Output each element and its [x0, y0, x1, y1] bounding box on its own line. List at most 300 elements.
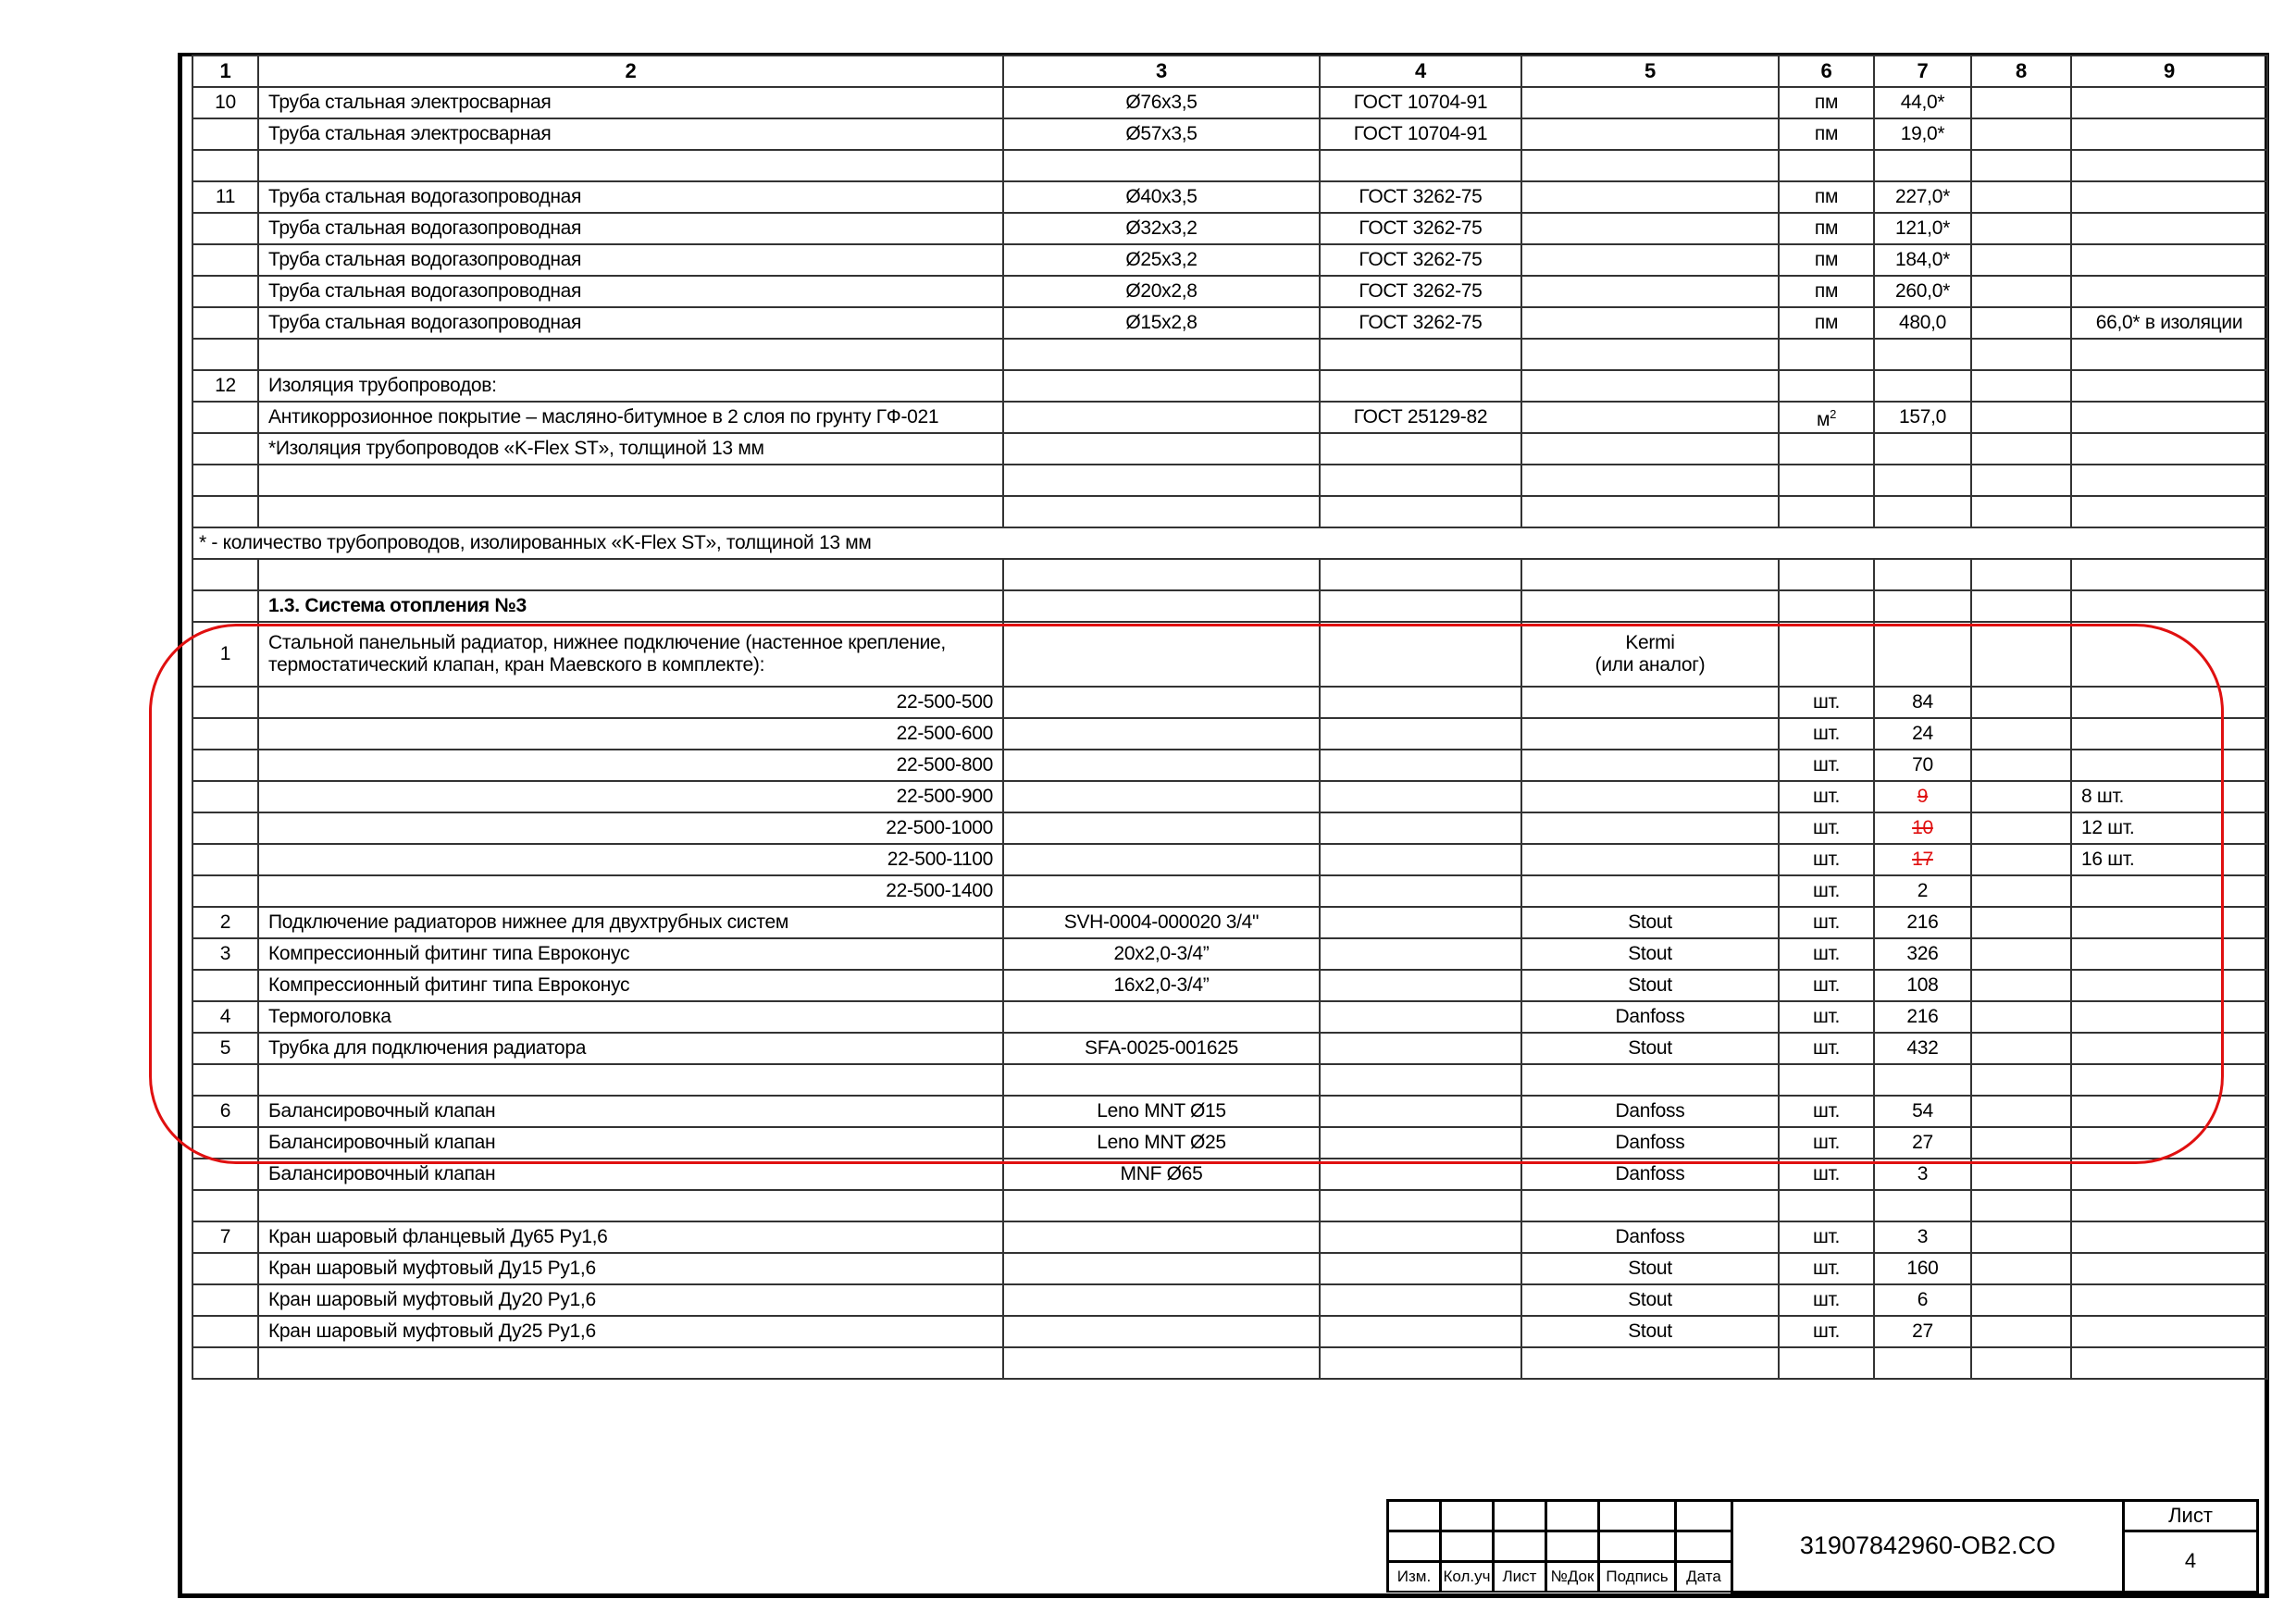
cell-unit: шт. — [1779, 844, 1874, 875]
cell-empty — [1971, 812, 2071, 844]
cell-maker: Stout — [1521, 1033, 1779, 1064]
cell-unit: пм — [1779, 244, 1874, 276]
cell-qty — [1874, 844, 1971, 875]
cell-maker — [1521, 1347, 1779, 1379]
cell-maker — [1521, 244, 1779, 276]
cell-mass — [1971, 402, 2071, 433]
cell-empty — [1521, 559, 1779, 590]
table-row — [192, 465, 2267, 496]
cell-note — [2071, 87, 2267, 118]
cell-qty — [1874, 465, 1971, 496]
cell-maker — [1521, 118, 1779, 150]
cell-doc: ГОСТ 3262-75 — [1320, 213, 1521, 244]
cell-qty — [1874, 1347, 1971, 1379]
cell-unit: пм — [1779, 118, 1874, 150]
cell-empty — [192, 590, 258, 622]
cell-empty — [1874, 559, 1971, 590]
cell-empty — [1320, 844, 1521, 875]
cell-type: Ø32x3,2 — [1003, 213, 1320, 244]
struck-quantity: 10 — [1912, 817, 1933, 838]
cell-empty — [1320, 590, 1521, 622]
stamp-cell — [1676, 1531, 1732, 1562]
cell-empty — [1320, 559, 1521, 590]
radiator-model-row — [192, 718, 2267, 750]
struck-quantity: 9 — [1917, 786, 1929, 807]
cell-model: 22-500-1400 — [258, 875, 1003, 907]
cell-name — [258, 622, 1003, 687]
stamp-cell — [1388, 1531, 1441, 1562]
table-row — [192, 118, 2267, 150]
cell-mass — [1971, 907, 2071, 938]
cell-empty — [1003, 844, 1320, 875]
cell-unit: пм — [1779, 87, 1874, 118]
sheet-number: 4 — [2124, 1531, 2258, 1593]
cell-name: Кран шаровый муфтовый Ду15 Ру1,6 — [258, 1253, 1003, 1284]
cell-empty — [1779, 622, 1874, 687]
table-row — [192, 1253, 2267, 1284]
stamp-cell — [1494, 1531, 1546, 1562]
cell-name — [258, 496, 1003, 527]
cell-empty — [1779, 559, 1874, 590]
table-row — [192, 1064, 2267, 1096]
cell-doc — [1320, 1190, 1521, 1221]
cell-qty: 184,0* — [1874, 244, 1971, 276]
cell-type — [1003, 1347, 1320, 1379]
cell-name: Кран шаровый фланцевый Ду65 Ру1,6 — [258, 1221, 1003, 1253]
cell-type — [1003, 433, 1320, 465]
cell-type: Ø25x3,2 — [1003, 244, 1320, 276]
cell-name — [258, 1190, 1003, 1221]
cell-pos: 10 — [192, 87, 258, 118]
table-row — [192, 339, 2267, 370]
cell-empty — [1971, 750, 2071, 781]
table-row — [192, 370, 2267, 402]
cell-pos — [192, 1159, 258, 1190]
cell-pos: 2 — [192, 907, 258, 938]
cell-note — [2071, 181, 2267, 213]
table-row — [192, 150, 2267, 181]
cell-empty — [192, 844, 258, 875]
cell-qty — [1874, 339, 1971, 370]
cell-maker — [1521, 276, 1779, 307]
cell-qty: 326 — [1874, 938, 1971, 970]
cell-empty — [1971, 875, 2071, 907]
table-row — [192, 938, 2267, 970]
cell-doc — [1320, 496, 1521, 527]
cell-qty: 44,0* — [1874, 87, 1971, 118]
cell-pos — [192, 213, 258, 244]
cell-qty: 27 — [1874, 1316, 1971, 1347]
cell-type: Ø76x3,5 — [1003, 87, 1320, 118]
cell-maker — [1521, 465, 1779, 496]
cell-doc — [1320, 1096, 1521, 1127]
cell-empty — [1874, 590, 1971, 622]
cell-mass — [1971, 465, 2071, 496]
cell-name: Изоляция трубопроводов: — [258, 370, 1003, 402]
table-row — [192, 87, 2267, 118]
cell-empty — [192, 875, 258, 907]
cell-note — [2071, 433, 2267, 465]
cell-pos — [192, 970, 258, 1001]
cell-name — [258, 1064, 1003, 1096]
cell-empty — [1320, 750, 1521, 781]
cell-unit: шт. — [1779, 1096, 1874, 1127]
section-title-row — [192, 590, 2267, 622]
cell-model: 22-500-500 — [258, 687, 1003, 718]
cell-qty — [1874, 718, 1971, 750]
cell-mass — [1971, 1096, 2071, 1127]
cell-qty: 6 — [1874, 1284, 1971, 1316]
cell-note — [2071, 1284, 2267, 1316]
cell-pos — [192, 402, 258, 433]
cell-maker — [1521, 622, 1779, 687]
cell-maker — [1521, 1064, 1779, 1096]
stamp-cell — [1441, 1531, 1494, 1562]
cell-mass — [1971, 370, 2071, 402]
cell-pos — [192, 150, 258, 181]
cell-name: Балансировочный клапан — [258, 1096, 1003, 1127]
cell-doc — [1320, 1347, 1521, 1379]
cell-unit: шт. — [1779, 1127, 1874, 1159]
cell-name: Антикоррозионное покрытие – масляно-битумное в 2 слоя по грунту ГФ-021 — [258, 402, 1003, 433]
cell-qty: 3 — [1874, 1221, 1971, 1253]
cell-unit — [1779, 433, 1874, 465]
quantity: 84 — [1912, 691, 1933, 713]
cell-name: Труба стальная электросварная — [258, 118, 1003, 150]
cell-name: Труба стальная водогазопроводная — [258, 244, 1003, 276]
column-header-row — [192, 56, 2267, 87]
sheet-label: Лист — [2124, 1501, 2258, 1531]
cell-name — [258, 150, 1003, 181]
maker-line: (или аналог) — [1595, 654, 1706, 676]
cell-doc — [1320, 1001, 1521, 1033]
column-header: 3 — [1003, 56, 1320, 87]
cell-doc — [1320, 1284, 1521, 1316]
cell-unit: пм — [1779, 213, 1874, 244]
cell-empty — [1320, 687, 1521, 718]
cell-unit — [1779, 465, 1874, 496]
cell-note — [2071, 150, 2267, 181]
cell-type — [1003, 370, 1320, 402]
cell-maker: Danfoss — [1521, 1221, 1779, 1253]
table-row — [192, 307, 2267, 339]
table-row — [192, 1096, 2267, 1127]
frame-left-border — [178, 53, 182, 1598]
cell-type: SFA-0025-001625 — [1003, 1033, 1320, 1064]
quantity: 70 — [1912, 754, 1933, 775]
cell-empty — [1971, 559, 2071, 590]
quantity: 24 — [1912, 723, 1933, 744]
table-row — [192, 244, 2267, 276]
quantity: 2 — [1917, 880, 1929, 901]
cell-mass — [1971, 970, 2071, 1001]
cell-unit: шт. — [1779, 1159, 1874, 1190]
cell-pos — [192, 118, 258, 150]
cell-mass — [1971, 1316, 2071, 1347]
cell-type: Ø20x2,8 — [1003, 276, 1320, 307]
cell-type — [1003, 1190, 1320, 1221]
cell-note — [2071, 244, 2267, 276]
cell-unit: шт. — [1779, 781, 1874, 812]
name-line: Стальной панельный радиатор, нижнее подключение (настенное крепление, — [268, 632, 946, 653]
cell-qty: 216 — [1874, 1001, 1971, 1033]
cell-type — [1003, 150, 1320, 181]
cell-type: Leno MNT Ø15 — [1003, 1096, 1320, 1127]
cell-note — [2071, 938, 2267, 970]
cell-type: Leno MNT Ø25 — [1003, 1127, 1320, 1159]
cell-doc — [1320, 1033, 1521, 1064]
cell-qty — [1874, 687, 1971, 718]
cell-mass — [1971, 1253, 2071, 1284]
cell-empty — [1003, 781, 1320, 812]
cell-mass — [1971, 213, 2071, 244]
table-row — [192, 970, 2267, 1001]
cell-name: Кран шаровый муфтовый Ду20 Ру1,6 — [258, 1284, 1003, 1316]
cell-type: Ø15x2,8 — [1003, 307, 1320, 339]
cell-empty — [2071, 590, 2267, 622]
cell-type — [1003, 1064, 1320, 1096]
column-header: 9 — [2071, 56, 2267, 87]
cell-qty — [1874, 150, 1971, 181]
cell-qty — [1874, 750, 1971, 781]
cell-type — [1003, 496, 1320, 527]
cell-note — [2071, 907, 2267, 938]
footnote-row — [192, 527, 2267, 559]
radiator-row — [192, 622, 2267, 687]
cell-pos — [192, 433, 258, 465]
cell-mass — [1971, 1190, 2071, 1221]
cell-model: 22-500-800 — [258, 750, 1003, 781]
cell-empty — [1003, 718, 1320, 750]
cell-note — [2071, 1001, 2267, 1033]
cell-doc: ГОСТ 10704-91 — [1320, 118, 1521, 150]
cell-qty — [1874, 781, 1971, 812]
cell-empty — [1971, 718, 2071, 750]
cell-mass — [1971, 150, 2071, 181]
cell-pos — [192, 276, 258, 307]
cell-note — [2071, 1096, 2267, 1127]
table-row — [192, 1221, 2267, 1253]
cell-empty — [1971, 687, 2071, 718]
cell-note — [2071, 402, 2267, 433]
cell-empty — [1003, 875, 1320, 907]
cell-mass — [1971, 938, 2071, 970]
cell-empty — [2071, 622, 2267, 687]
cell-mass — [1971, 87, 2071, 118]
cell-maker — [1521, 402, 1779, 433]
cell-pos: 7 — [192, 1221, 258, 1253]
cell-unit: шт. — [1779, 1221, 1874, 1253]
stamp-cell — [1676, 1501, 1732, 1531]
stamp-label-doc-no: №Док — [1546, 1562, 1599, 1593]
cell-name: Труба стальная водогазопроводная — [258, 276, 1003, 307]
cell-qty — [1874, 496, 1971, 527]
cell-doc: ГОСТ 25129-82 — [1320, 402, 1521, 433]
cell-maker — [1521, 150, 1779, 181]
cell-pos: 3 — [192, 938, 258, 970]
cell-maker: Stout — [1521, 970, 1779, 1001]
stamp-cell — [1599, 1531, 1676, 1562]
cell-unit — [1779, 150, 1874, 181]
cell-empty — [1003, 622, 1320, 687]
cell-maker — [1521, 307, 1779, 339]
cell-maker: Stout — [1521, 1284, 1779, 1316]
cell-unit — [1779, 402, 1874, 433]
cell-qty — [1874, 370, 1971, 402]
table-row — [192, 1127, 2267, 1159]
cell-maker — [1521, 1190, 1779, 1221]
cell-doc — [1320, 150, 1521, 181]
cell-note — [2071, 1159, 2267, 1190]
cell-doc — [1320, 339, 1521, 370]
cell-note — [2071, 970, 2267, 1001]
cell-name: Труба стальная водогазопроводная — [258, 181, 1003, 213]
table-row — [192, 181, 2267, 213]
cell-qty: 480,0 — [1874, 307, 1971, 339]
cell-note: 12 шт. — [2071, 812, 2267, 844]
cell-unit: пм — [1779, 276, 1874, 307]
cell-note — [2071, 1253, 2267, 1284]
cell-empty — [1971, 622, 2071, 687]
radiator-model-row — [192, 812, 2267, 844]
cell-empty — [192, 718, 258, 750]
maker-line: Kermi — [1625, 632, 1675, 653]
cell-note — [2071, 465, 2267, 496]
cell-qty — [1874, 433, 1971, 465]
cell-note: 16 шт. — [2071, 844, 2267, 875]
cell-model: 22-500-900 — [258, 781, 1003, 812]
table-row — [192, 907, 2267, 938]
cell-empty — [192, 812, 258, 844]
cell-type — [1003, 1221, 1320, 1253]
table-row — [192, 433, 2267, 465]
cell-unit — [1779, 496, 1874, 527]
cell-unit: шт. — [1779, 970, 1874, 1001]
column-header: 6 — [1779, 56, 1874, 87]
cell-unit: шт. — [1779, 1001, 1874, 1033]
table-row — [192, 1190, 2267, 1221]
cell-note — [2071, 1221, 2267, 1253]
cell-doc — [1320, 938, 1521, 970]
cell-qty: 227,0* — [1874, 181, 1971, 213]
cell-pos: 12 — [192, 370, 258, 402]
cell-doc — [1320, 1316, 1521, 1347]
cell-note — [2071, 1064, 2267, 1096]
cell-name: Компрессионный фитинг типа Евроконус — [258, 938, 1003, 970]
radiator-model-row — [192, 875, 2267, 907]
cell-unit: шт. — [1779, 812, 1874, 844]
cell-maker: Stout — [1521, 1316, 1779, 1347]
cell-empty — [1003, 559, 1320, 590]
cell-name: Труба стальная электросварная — [258, 87, 1003, 118]
cell-note — [2071, 213, 2267, 244]
cell-name — [258, 1347, 1003, 1379]
cell-pos — [192, 1127, 258, 1159]
cell-doc — [1320, 465, 1521, 496]
cell-pos: 5 — [192, 1033, 258, 1064]
cell-empty — [1521, 750, 1779, 781]
cell-type — [1003, 1253, 1320, 1284]
cell-unit: шт. — [1779, 875, 1874, 907]
cell-note — [2071, 1347, 2267, 1379]
cell-qty: 27 — [1874, 1127, 1971, 1159]
cell-pos — [192, 339, 258, 370]
cell-pos: 11 — [192, 181, 258, 213]
cell-qty: 160 — [1874, 1253, 1971, 1284]
cell-note — [2071, 1190, 2267, 1221]
cell-doc: ГОСТ 10704-91 — [1320, 87, 1521, 118]
column-header: 4 — [1320, 56, 1521, 87]
column-header: 5 — [1521, 56, 1779, 87]
cell-pos — [192, 465, 258, 496]
cell-doc — [1320, 1127, 1521, 1159]
cell-qty: 432 — [1874, 1033, 1971, 1064]
cell-doc — [1320, 1221, 1521, 1253]
cell-maker — [1521, 213, 1779, 244]
footnote-text: * - количество трубопроводов, изолированных «K-Flex ST», толщиной 13 мм — [192, 527, 2267, 559]
table-row — [192, 559, 2267, 590]
cell-mass — [1971, 181, 2071, 213]
cell-mass — [1971, 1001, 2071, 1033]
cell-name — [258, 465, 1003, 496]
stamp-cell — [1599, 1501, 1676, 1531]
cell-empty — [1003, 590, 1320, 622]
cell-name: Труба стальная водогазопроводная — [258, 307, 1003, 339]
table-row — [192, 1159, 2267, 1190]
stamp-label-signature: Подпись — [1599, 1562, 1676, 1593]
cell-empty — [1521, 687, 1779, 718]
cell-mass — [1971, 276, 2071, 307]
cell-qty: 3 — [1874, 1159, 1971, 1190]
stamp-label-sheet: Лист — [1494, 1562, 1546, 1593]
cell-empty — [1521, 781, 1779, 812]
cell-maker — [1521, 370, 1779, 402]
table-row — [192, 213, 2267, 244]
cell-maker: Danfoss — [1521, 1127, 1779, 1159]
radiator-model-row — [192, 781, 2267, 812]
cell-mass — [1971, 244, 2071, 276]
cell-mass — [1971, 1347, 2071, 1379]
cell-empty — [1003, 687, 1320, 718]
table-row — [192, 1001, 2267, 1033]
cell-name — [258, 339, 1003, 370]
table-row — [192, 1316, 2267, 1347]
cell-type — [1003, 402, 1320, 433]
cell-maker — [1521, 496, 1779, 527]
cell-empty — [1779, 590, 1874, 622]
cell-pos — [192, 1347, 258, 1379]
cell-model: 22-500-1100 — [258, 844, 1003, 875]
cell-unit: шт. — [1779, 750, 1874, 781]
cell-type — [1003, 465, 1320, 496]
cell-unit: шт. — [1779, 718, 1874, 750]
cell-unit: шт. — [1779, 907, 1874, 938]
table-row — [192, 496, 2267, 527]
cell-type: 20x2,0-3/4” — [1003, 938, 1320, 970]
cell-empty — [192, 687, 258, 718]
cell-note — [2071, 750, 2267, 781]
cell-mass — [1971, 307, 2071, 339]
column-header: 1 — [192, 56, 258, 87]
cell-note: 66,0* в изоляции — [2071, 307, 2267, 339]
column-header: 7 — [1874, 56, 1971, 87]
cell-note: 8 шт. — [2071, 781, 2267, 812]
cell-unit: шт. — [1779, 1284, 1874, 1316]
cell-unit: пм — [1779, 307, 1874, 339]
document-code: 31907842960-OB2.CO — [1732, 1501, 2124, 1593]
cell-qty — [1874, 875, 1971, 907]
cell-type: MNF Ø65 — [1003, 1159, 1320, 1190]
